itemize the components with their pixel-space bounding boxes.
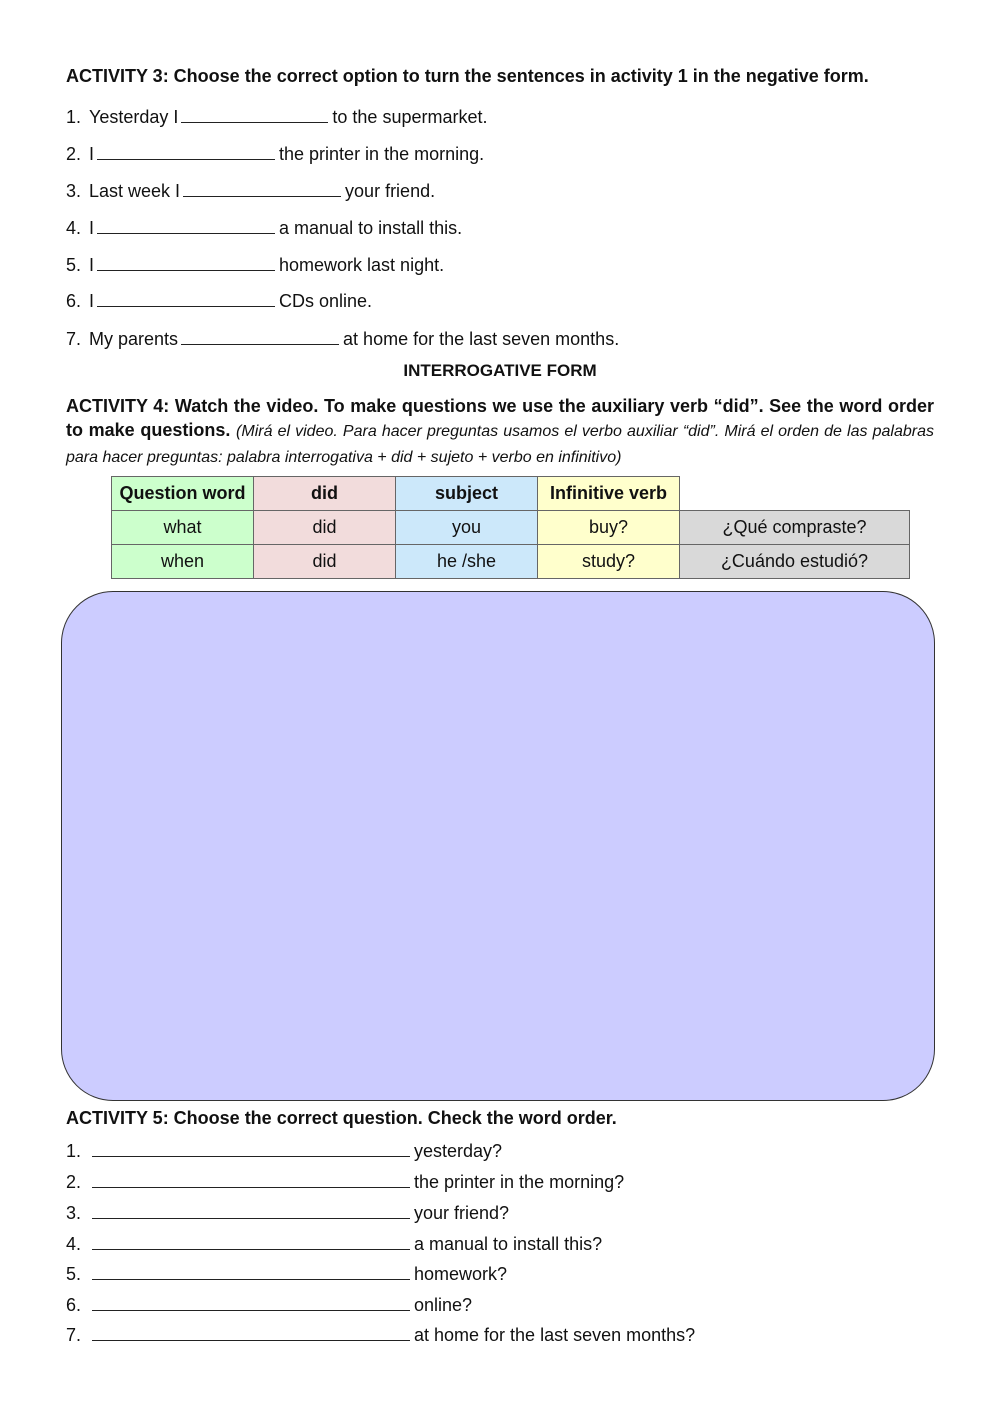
table-cell: you	[396, 511, 538, 545]
activity5-item: 4. a manual to install this?	[66, 1234, 603, 1254]
activity3-heading: ACTIVITY 3: Choose the correct option to turn the sentences in activity 1 in the negative form.	[66, 66, 869, 86]
activity4-heading: ACTIVITY 4: Watch the video. To make questions we use the auxiliary verb “did”. See the word order to make questions.	[66, 396, 934, 440]
table-row	[112, 545, 910, 579]
table-cell: he /she	[396, 545, 538, 579]
activity5-item: 6. online?	[66, 1295, 473, 1315]
table-cell: buy?	[538, 511, 680, 545]
answer-blank[interactable]	[183, 180, 341, 197]
translation-cell: ¿Cuándo estudió?	[680, 545, 910, 579]
answer-blank[interactable]	[181, 328, 339, 345]
table-cell: did	[254, 511, 396, 545]
question-blank[interactable]	[92, 1202, 410, 1219]
activity3-item: 3. Last week I your friend.	[66, 181, 436, 201]
activity5-item: 7. at home for the last seven months?	[66, 1325, 696, 1345]
activity4-instructions	[66, 394, 934, 470]
question-blank[interactable]	[92, 1263, 410, 1280]
activity3-item: 5. I homework last night.	[66, 255, 445, 275]
question-blank[interactable]	[92, 1140, 410, 1157]
activity5-item: 3. your friend?	[66, 1203, 510, 1223]
header-subject: subject	[396, 477, 538, 511]
activity3-item: 6. I CDs online.	[66, 291, 373, 311]
activity5-item: 1. yesterday?	[66, 1141, 503, 1161]
question-blank[interactable]	[92, 1171, 410, 1188]
table-header-row	[112, 477, 910, 511]
table-cell: what	[112, 511, 254, 545]
header-did: did	[254, 477, 396, 511]
table-cell: when	[112, 545, 254, 579]
answer-blank[interactable]	[181, 106, 328, 123]
question-blank[interactable]	[92, 1294, 410, 1311]
interrogative-form-title: INTERROGATIVE FORM	[403, 361, 597, 380]
question-blank[interactable]	[92, 1324, 410, 1341]
video-embed-box[interactable]	[61, 591, 935, 1101]
activity3-item: 4. I a manual to install this.	[66, 218, 463, 238]
activity3-item: 7. My parents at home for the last seven months.	[66, 329, 620, 349]
header-empty-cell	[680, 477, 910, 511]
activity3-item: 1. Yesterday I to the supermarket.	[66, 107, 488, 127]
answer-blank[interactable]	[97, 217, 275, 234]
activity4-spanish-note: (Mirá el video. Para hacer preguntas usamos el verbo auxiliar “did”. Mirá el orden de las palabras para hacer preguntas: palabra interrogativa + did + sujeto + verbo en infinitivo)	[66, 423, 934, 466]
table-cell: did	[254, 545, 396, 579]
translation-cell: ¿Qué compraste?	[680, 511, 910, 545]
answer-blank[interactable]	[97, 254, 275, 271]
activity5-heading: ACTIVITY 5: Choose the correct question. Check the word order.	[66, 1108, 617, 1128]
activity5-item: 5. homework?	[66, 1264, 508, 1284]
header-question-word: Question word	[112, 477, 254, 511]
header-infinitive-verb: Infinitive verb	[538, 477, 680, 511]
answer-blank[interactable]	[97, 290, 275, 307]
word-order-table	[111, 476, 910, 579]
activity3-item: 2. I the printer in the morning.	[66, 144, 485, 164]
answer-blank[interactable]	[97, 143, 275, 160]
table-cell: study?	[538, 545, 680, 579]
question-blank[interactable]	[92, 1233, 410, 1250]
activity5-item: 2. the printer in the morning?	[66, 1172, 625, 1192]
table-row	[112, 511, 910, 545]
